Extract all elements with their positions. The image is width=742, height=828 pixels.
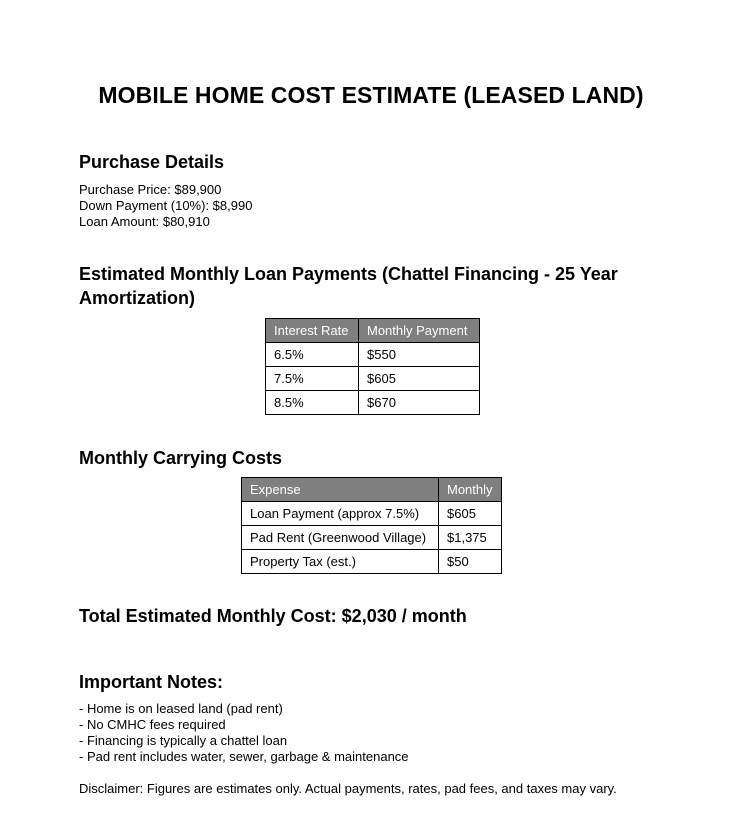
loan-payments-heading-line2: Amortization)	[79, 288, 195, 308]
purchase-details-heading: Purchase Details	[79, 152, 225, 172]
table-header-row	[266, 319, 480, 343]
table-row	[266, 367, 480, 391]
table-header-row	[242, 478, 502, 502]
loan-payments-heading	[79, 262, 618, 310]
table-cell: $605	[359, 367, 480, 391]
column-header-expense: Expense	[242, 478, 439, 502]
loan-payments-table	[265, 318, 480, 415]
table-cell: $50	[439, 550, 502, 574]
table-cell: 6.5%	[266, 343, 359, 367]
table-cell: $550	[359, 343, 480, 367]
important-notes-heading: Important Notes:	[79, 672, 223, 692]
carrying-costs-table	[241, 477, 502, 574]
loan-payments-heading-line1: Estimated Monthly Loan Payments (Chattel Financing - 25 Year	[79, 264, 618, 284]
table-cell: 8.5%	[266, 391, 359, 415]
total-monthly-cost: Total Estimated Monthly Cost: $2,030 / month	[79, 606, 467, 626]
list-item: - Financing is typically a chattel loan	[79, 733, 288, 748]
list-item: - Pad rent includes water, sewer, garbage & maintenance	[79, 749, 409, 764]
table-cell: Loan Payment (approx 7.5%)	[242, 502, 439, 526]
list-item: - No CMHC fees required	[79, 717, 226, 732]
table-cell: Property Tax (est.)	[242, 550, 439, 574]
disclaimer-text: Disclaimer: Figures are estimates only. Actual payments, rates, pad fees, and taxes may vary.	[79, 781, 617, 796]
column-header-monthly: Monthly	[439, 478, 502, 502]
down-payment-line: Down Payment (10%): $8,990	[79, 198, 253, 213]
purchase-details-list	[79, 182, 252, 230]
table-cell: Pad Rent (Greenwood Village)	[242, 526, 439, 550]
loan-amount-line: Loan Amount: $80,910	[79, 214, 210, 229]
important-notes-list	[79, 701, 409, 765]
table-cell: $670	[359, 391, 480, 415]
table-row	[242, 502, 502, 526]
table-cell: $1,375	[439, 526, 502, 550]
purchase-price-line: Purchase Price: $89,900	[79, 182, 222, 197]
document-title: MOBILE HOME COST ESTIMATE (LEASED LAND)	[98, 82, 644, 108]
column-header-monthly-payment: Monthly Payment	[359, 319, 480, 343]
table-row	[266, 343, 480, 367]
table-row	[266, 391, 480, 415]
table-cell: 7.5%	[266, 367, 359, 391]
carrying-costs-heading: Monthly Carrying Costs	[79, 448, 283, 468]
table-cell: $605	[439, 502, 502, 526]
table-row	[242, 526, 502, 550]
column-header-interest-rate: Interest Rate	[266, 319, 359, 343]
table-row	[242, 550, 502, 574]
list-item: - Home is on leased land (pad rent)	[79, 701, 283, 716]
